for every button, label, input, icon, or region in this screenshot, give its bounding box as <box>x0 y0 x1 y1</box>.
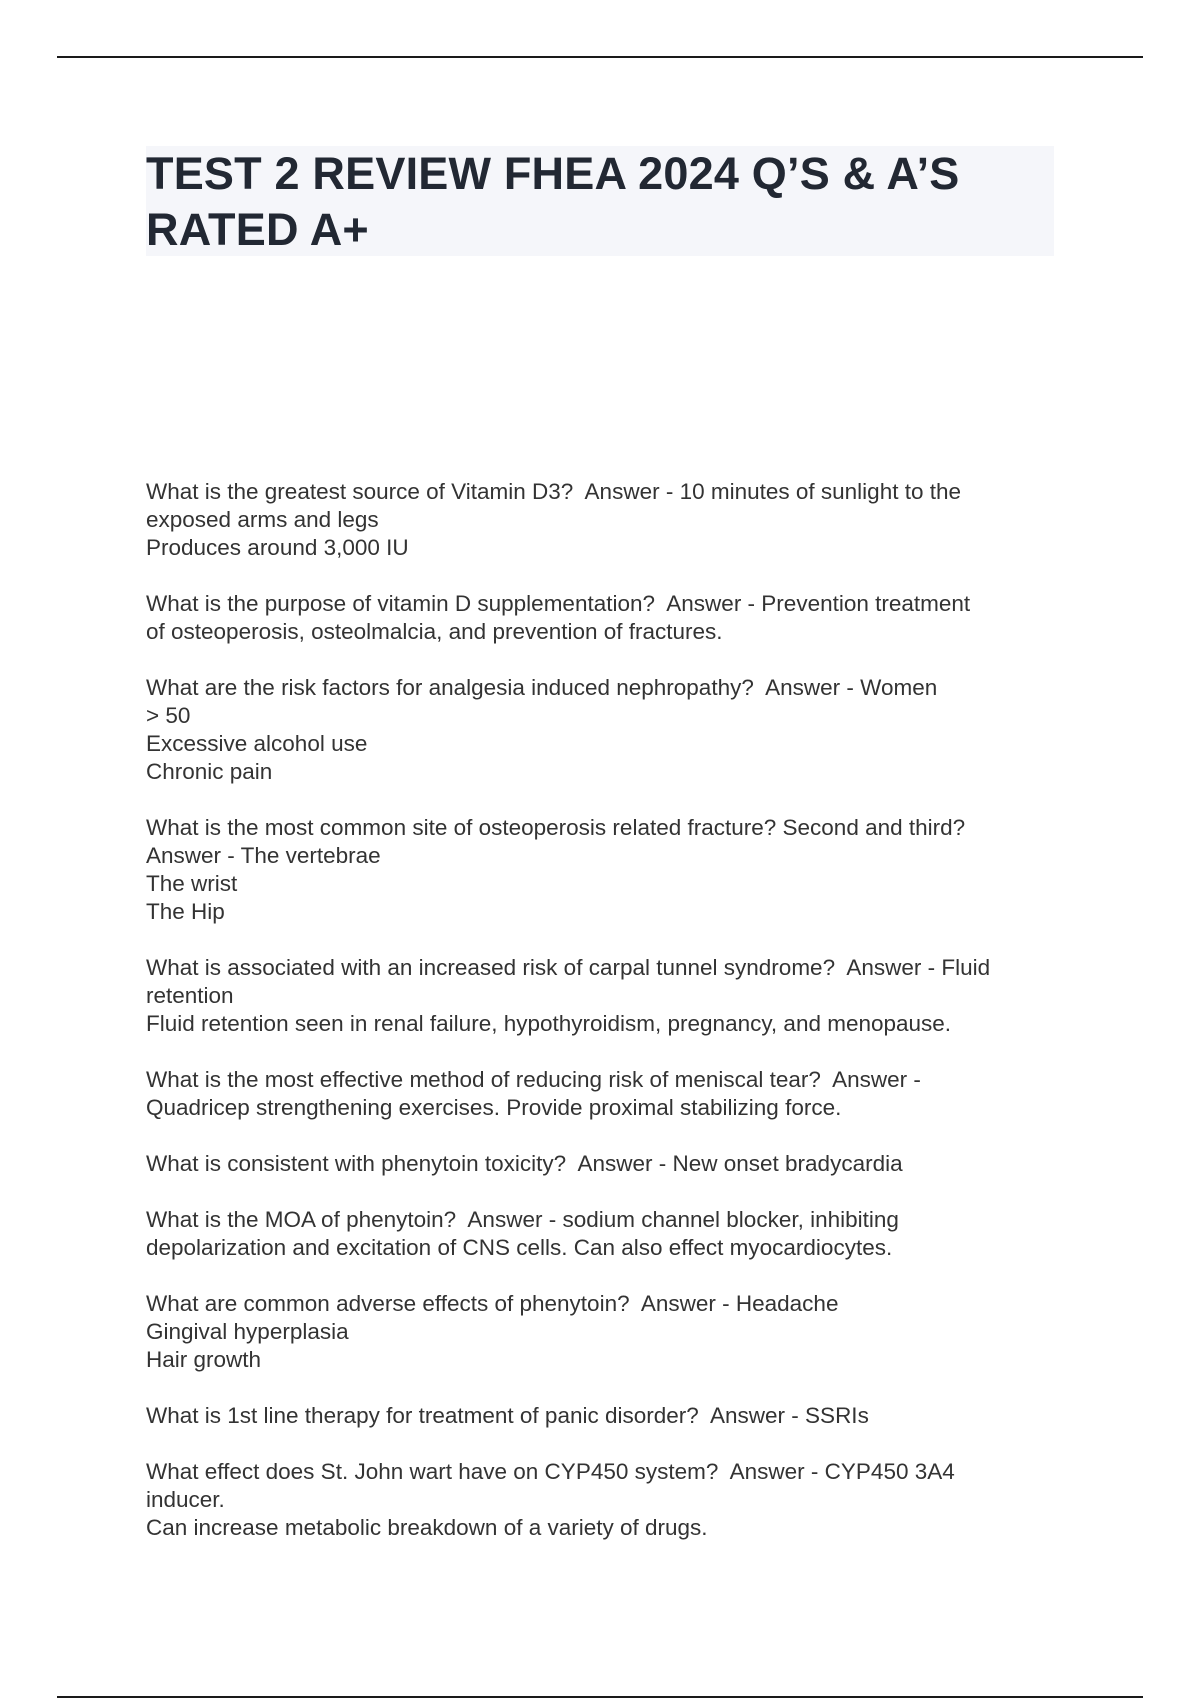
qa-item <box>146 1290 1066 1374</box>
qa-line: What are the risk factors for analgesia induced nephropathy? Answer - Women <box>146 675 938 700</box>
qa-item <box>146 590 1066 646</box>
qa-line: of osteoperosis, osteolmalcia, and prevention of fractures. <box>146 619 723 644</box>
qa-line: Excessive alcohol use <box>146 731 368 756</box>
qa-line: Quadricep strengthening exercises. Provide proximal stabilizing force. <box>146 1095 842 1120</box>
qa-line: depolarization and excitation of CNS cells. Can also effect myocardiocytes. <box>146 1235 893 1260</box>
qa-line: What is the purpose of vitamin D supplementation? Answer - Prevention treatment <box>146 591 971 616</box>
qa-item <box>146 814 1066 926</box>
qa-line: What are common adverse effects of phenytoin? Answer - Headache <box>146 1291 839 1316</box>
qa-line: The wrist <box>146 871 238 896</box>
qa-line: What is 1st line therapy for treatment of panic disorder? Answer - SSRIs <box>146 1403 869 1428</box>
qa-item <box>146 674 1066 786</box>
top-divider <box>57 56 1143 58</box>
qa-line: retention <box>146 983 234 1008</box>
qa-list <box>146 478 1066 1570</box>
qa-line: Chronic pain <box>146 759 273 784</box>
qa-item <box>146 954 1066 1038</box>
qa-line: Fluid retention seen in renal failure, hypothyroidism, pregnancy, and menopause. <box>146 1011 952 1036</box>
qa-line: Hair growth <box>146 1347 262 1372</box>
qa-line: The Hip <box>146 899 225 924</box>
qa-line: Answer - The vertebrae <box>146 843 381 868</box>
qa-item <box>146 1066 1066 1122</box>
qa-line: exposed arms and legs <box>146 507 379 532</box>
qa-line: What is associated with an increased risk of carpal tunnel syndrome? Answer - Fluid <box>146 955 991 980</box>
qa-item <box>146 1402 1066 1430</box>
qa-item <box>146 1458 1066 1542</box>
qa-line: inducer. <box>146 1487 225 1512</box>
qa-item <box>146 478 1066 562</box>
qa-line: Gingival hyperplasia <box>146 1319 349 1344</box>
qa-line: > 50 <box>146 703 191 728</box>
qa-line: Can increase metabolic breakdown of a variety of drugs. <box>146 1515 708 1540</box>
document-title <box>146 146 1054 258</box>
qa-item <box>146 1150 1066 1178</box>
title-banner <box>146 146 1054 256</box>
qa-item <box>146 1206 1066 1262</box>
qa-line: Produces around 3,000 IU <box>146 535 409 560</box>
qa-line: What is the most common site of osteoperosis related fracture? Second and third? <box>146 815 966 840</box>
bottom-divider <box>57 1696 1143 1698</box>
qa-line: What is the MOA of phenytoin? Answer - sodium channel blocker, inhibiting <box>146 1207 899 1232</box>
qa-line: What is consistent with phenytoin toxicity? Answer - New onset bradycardia <box>146 1151 903 1176</box>
title-line-1: TEST 2 REVIEW FHEA 2024 Q’S & A’S <box>146 148 960 199</box>
qa-line: What is the greatest source of Vitamin D3? Answer - 10 minutes of sunlight to the <box>146 479 961 504</box>
qa-line: What is the most effective method of reducing risk of meniscal tear? Answer - <box>146 1067 921 1092</box>
title-line-2: RATED A+ <box>146 204 369 255</box>
qa-line: What effect does St. John wart have on CYP450 system? Answer - CYP450 3A4 <box>146 1459 955 1484</box>
